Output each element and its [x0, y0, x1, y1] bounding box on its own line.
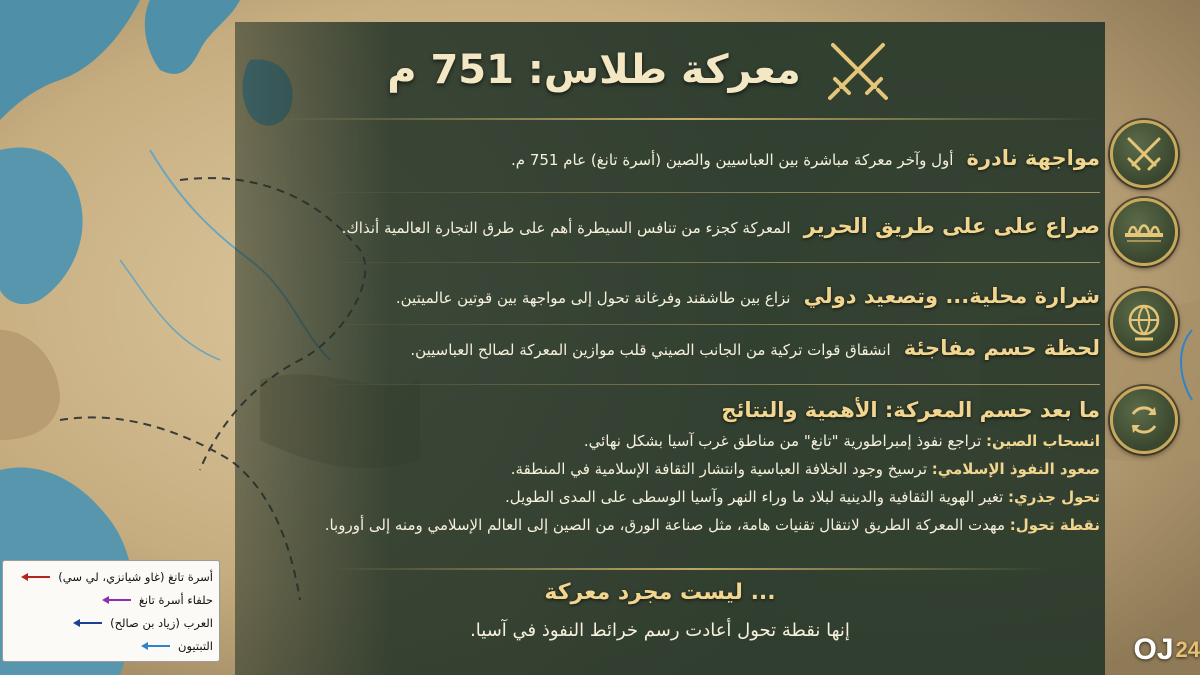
fact-body: المعركة كجزء من تنافس السيطرة أهم على طرق التجارة العالمية أنذاك.	[341, 219, 791, 237]
crossed-swords-icon	[823, 35, 893, 105]
result-item	[584, 432, 1100, 450]
fact-heading: لحظة حسم مفاجئة	[903, 336, 1100, 360]
map-legend	[2, 560, 220, 662]
legend-label: أسرة تانغ (غاو شيانزي، لي سي)	[58, 569, 213, 584]
arrow-left-icon	[140, 641, 172, 651]
arrow-left-icon	[20, 572, 52, 582]
result-key: صعود النفوذ الإسلامي:	[931, 460, 1100, 478]
title-bar	[330, 30, 950, 110]
fact-row	[511, 146, 1100, 170]
row-divider	[310, 262, 1100, 263]
fact-body: أول وآخر معركة مباشرة بين العباسيين والصين (أسرة تانغ) عام 751 م.	[511, 151, 954, 169]
result-text: تغير الهوية الثقافية والدينية لبلاد ما وراء النهر وآسيا الوسطى على المدى الطويل.	[504, 488, 1004, 506]
page-title: معركة طلاس: 751 م	[387, 47, 801, 93]
row-divider	[310, 324, 1100, 325]
result-text: تراجع نفوذ إمبراطورية "تانغ" من مناطق غرب آسيا بشكل نهائي.	[583, 432, 982, 450]
bottom-divider	[330, 568, 1050, 570]
legend-label: التبتيون	[178, 638, 213, 653]
title-divider	[280, 118, 1100, 120]
result-item	[505, 488, 1100, 506]
legend-label: حلفاء أسرة تانغ	[138, 592, 213, 607]
arrow-left-icon	[72, 618, 104, 628]
crossed-swords-icon	[1110, 120, 1178, 188]
legend-item	[9, 611, 213, 634]
fact-row	[342, 214, 1100, 238]
callout-title: ... ليست مجرد معركة	[544, 580, 776, 605]
results-heading: ما بعد حسم المعركة: الأهمية والنتائج	[721, 398, 1100, 422]
fact-row	[396, 284, 1100, 308]
globe-icon	[1110, 288, 1178, 356]
result-text: مهدت المعركة الطريق لانتقال تقنيات هامة، مثل صناعة الورق، من الصين إلى العالم الإسلامي ومنه إلى أوروبا.	[324, 516, 1005, 534]
legend-item	[9, 588, 213, 611]
result-text: ترسيخ وجود الخلافة العباسية وانتشار الثقافة الإسلامية في المنطقة.	[510, 460, 927, 478]
result-key: انسحاب الصين:	[986, 432, 1100, 450]
result-item	[325, 516, 1100, 534]
cycle-arrows-icon	[1110, 386, 1178, 454]
logo-number: 24	[1175, 637, 1200, 662]
fact-body: انشقاق قوات تركية من الجانب الصيني قلب موازين المعركة لصالح العباسيين.	[410, 341, 891, 359]
fact-row	[410, 336, 1100, 360]
logo-mark: OJ	[1133, 633, 1174, 666]
row-divider	[310, 384, 1100, 385]
arrow-left-icon	[101, 595, 133, 605]
legend-label: العرب (زياد بن صالح)	[110, 615, 213, 630]
legend-item	[9, 634, 213, 657]
legend-item	[9, 565, 213, 588]
fact-heading: شرارة محلية... وتصعيد دولي	[803, 284, 1100, 308]
callout-subtitle: إنها نقطة تحول أعادت رسم خرائط النفوذ في آسيا.	[470, 620, 850, 641]
fact-heading: صراع على على طريق الحرير	[803, 214, 1100, 238]
caravan-icon	[1110, 198, 1178, 266]
row-divider	[310, 192, 1100, 193]
fact-heading: مواجهة نادرة	[966, 146, 1100, 170]
fact-body: نزاع بين طاشقند وفرغانة تحول إلى مواجهة بين قوتين عالميتين.	[395, 289, 791, 307]
result-key: تحول جذري:	[1008, 488, 1100, 506]
result-item	[511, 460, 1100, 478]
result-key: نقطة تحول:	[1009, 516, 1100, 534]
brand-logo	[1120, 628, 1200, 672]
